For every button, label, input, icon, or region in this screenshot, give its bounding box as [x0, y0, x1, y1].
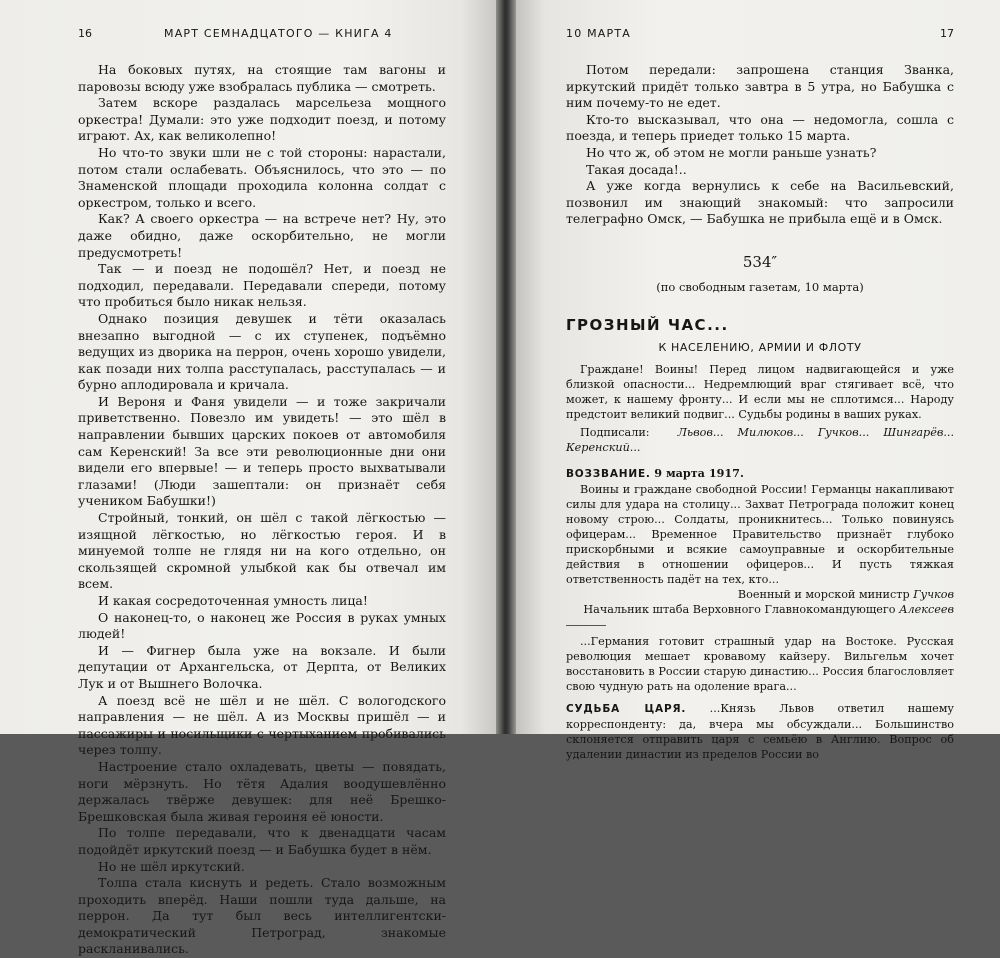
paragraph: И — Фигнер была уже на вокзале. И были депутации от Архангельска, от Дерпта, от Великих Лук и от Вышнего Волочка.	[78, 642, 446, 691]
paragraph: Но не шёл иркутский.	[98, 858, 245, 874]
running-head-right: 10 МАРТА	[566, 27, 631, 40]
page-number-left: 16	[78, 27, 92, 40]
right-page	[516, 0, 1000, 762]
paragraph: Настроение стало охладевать, цветы — повядать, ноги мёрзнуть. Но тётя Адалия воодушевлённо держалась твёрже девушек: для неё Брешко-Брешковская была живая героиня её юности.	[78, 758, 446, 824]
proclamation-date: 9 марта 1917.	[654, 466, 744, 481]
section-source: (по свободным газетам, 10 марта)	[656, 279, 864, 294]
appeal-text: Граждане! Воины! Перед лицом надвигающейся и уже близкой опасности... Недремлющий враг стягивает всё, что может, к нашему фронту... И если мы не сплотимся... Народу предстоит великий подвиг... Судьбы родины в ваших руках.	[566, 363, 954, 422]
signature-1	[566, 587, 954, 602]
proclamation-text: Воины и граждане свободной России! Германцы накапливают силы для удара на столицу... Захват Петрограда положит конец новому строю... Солдаты, проникнитесь... Только повинуясь офицерам... Временное Правительство признаёт глубоко прискорбными и всякие самоуправные и оскорбительные действия в отношении офицеров... И пусть тяжкая ответственность падёт на тех, кто...	[566, 483, 954, 587]
paragraph: Однако позиция девушек и тёти оказалась внезапно выгодной — с их ступенек, подъёмно ведущих из дворика на перрон, очень хорошо увидели, как позади них толпа расступалась, расступалась — и бурно аплодировала и кричала.	[78, 310, 446, 393]
section-number: 534″	[742, 252, 778, 271]
signature-2-name: Алексеев	[899, 603, 954, 617]
newspaper-subheadline: К НАСЕЛЕНИЮ, АРМИИ И ФЛОТУ	[658, 340, 862, 354]
tsar-text: ...Князь Львов ответил нашему корреспонденту: да, вчера мы обсуждали... Большинство склоняется отправить царя с семьёю в Англию. Вопрос об удалении династии из пределов России во	[566, 702, 954, 762]
running-head-left: МАРТ СЕМНАДЦАТОГО — КНИГА 4	[164, 27, 393, 40]
left-page	[0, 0, 496, 957]
divider	[566, 625, 606, 626]
left-page-body	[78, 62, 446, 958]
paragraph: Так — и поезд не подошёл? Нет, и поезд не подходил, передавали. Передавали спереди, потому что пробиться было никак нельзя.	[78, 261, 446, 310]
signed-names: Львов... Милюков... Гучков... Шингарёв... Керенский...	[566, 426, 954, 455]
paragraph: А поезд всё не шёл и не шёл. С вологодского направления — не шёл. А из Москвы пришёл — и пассажиры и носильщики с чертыханием пробивались через толпу.	[78, 692, 446, 758]
page-number-right: 17	[940, 27, 954, 40]
paragraph: А уже когда вернулись к себе на Васильевский, позвонил им знающий знакомый: что запросили телеграфно Омск, — Бабушка не прибыла ещё и в Омск.	[566, 178, 954, 227]
paragraph: На боковых путях, на стоящие там вагоны и паровозы всюду уже взобралась публика — смотреть.	[78, 62, 446, 94]
signature-1-name: Гучков	[913, 588, 954, 602]
paragraph: Такая досада!..	[586, 161, 687, 177]
paragraph: Но что ж, об этом не могли раньше узнать?	[586, 144, 877, 160]
proclamation	[566, 466, 954, 482]
germany-text: ...Германия готовит страшный удар на Востоке. Русская революция мешает кровавому кайзеру. Вильгельм хочет восстановить в России старую династию... Россия благословляет свою чудную рать на одоление врага...	[566, 635, 954, 694]
paragraph: Потом передали: запрошена станция Званка, иркутский придёт только завтра в 5 утра, но Бабушка с ним почему-то не едет.	[566, 62, 954, 111]
signatories	[566, 425, 954, 455]
paragraph: Но что-то звуки шли не с той стороны: нарастали, потом стали ослабевать. Объяснилось, что это — по Знаменской площади проходила колонна солдат с оркестром, только и всего.	[78, 144, 446, 210]
right-page-body	[566, 62, 954, 762]
signed-label: Подписали:	[580, 426, 650, 440]
proclamation-kicker: ВОЗЗВАНИЕ.	[566, 468, 651, 481]
paragraph: И какая сосредоточенная умность лица!	[98, 593, 368, 608]
signature-1-title: Военный и морской министр	[737, 588, 910, 602]
signature-2-title: Начальник штаба Верховного Главнокомандующего	[583, 603, 896, 617]
paragraph: Стройный, тонкий, он шёл с такой лёгкостью — изящной лёгкостью, но лёгкостью героя. И в минуемой толпе не глядя ни на кого отдельно, он скользящей скромной улыбкой как бы отвечал им всем.	[78, 510, 446, 592]
book-gutter	[496, 0, 516, 734]
tsar-kicker: СУДЬБА ЦАРЯ.	[566, 703, 687, 716]
paragraph: Как? А своего оркестра — на встрече нет? Ну, это даже обидно, даже оскорбительно, не могли предусмотреть!	[78, 211, 446, 260]
news-block-appeal	[566, 362, 954, 762]
paragraph: Кто-то высказывал, что она — недомогла, сошла с поезда, и теперь приедет только 15 марта.	[566, 111, 954, 144]
signature-2	[566, 602, 954, 617]
paragraph: Затем вскоре раздалась марсельеза мощного оркестра! Думали: это уже подходит поезд, и потому играют. Ах, как великолепно!	[78, 95, 446, 144]
paragraph: И Вероня и Фаня увидели — и тоже закричали приветственно. Повезло им увидеть! — это шёл в направлении бывших царских покоев от автомобиля сам Керенский! За все эти революционные дни они видели его впервые! — и теперь просто выхватывали глазами! (Люди зашептали: он признаёт себя учеником Бабушки!)	[78, 393, 446, 509]
paragraph: По толпе передавали, что к двенадцати часам подойдёт иркутский поезд — и Бабушка будет в нём.	[78, 825, 446, 857]
paragraph: О наконец-то, о наконец же Россия в руках умных людей!	[78, 609, 446, 642]
tsar-block	[566, 701, 954, 762]
newspaper-headline: ГРОЗНЫЙ ЧАС...	[566, 316, 729, 335]
paragraph: Толпа стала киснуть и редеть. Стало возможным проходить вперёд. Наши пошли туда дальше, на перрон. Да тут был весь интеллигентски-демократический Петроград, знакомые раскланивались.	[78, 875, 446, 957]
